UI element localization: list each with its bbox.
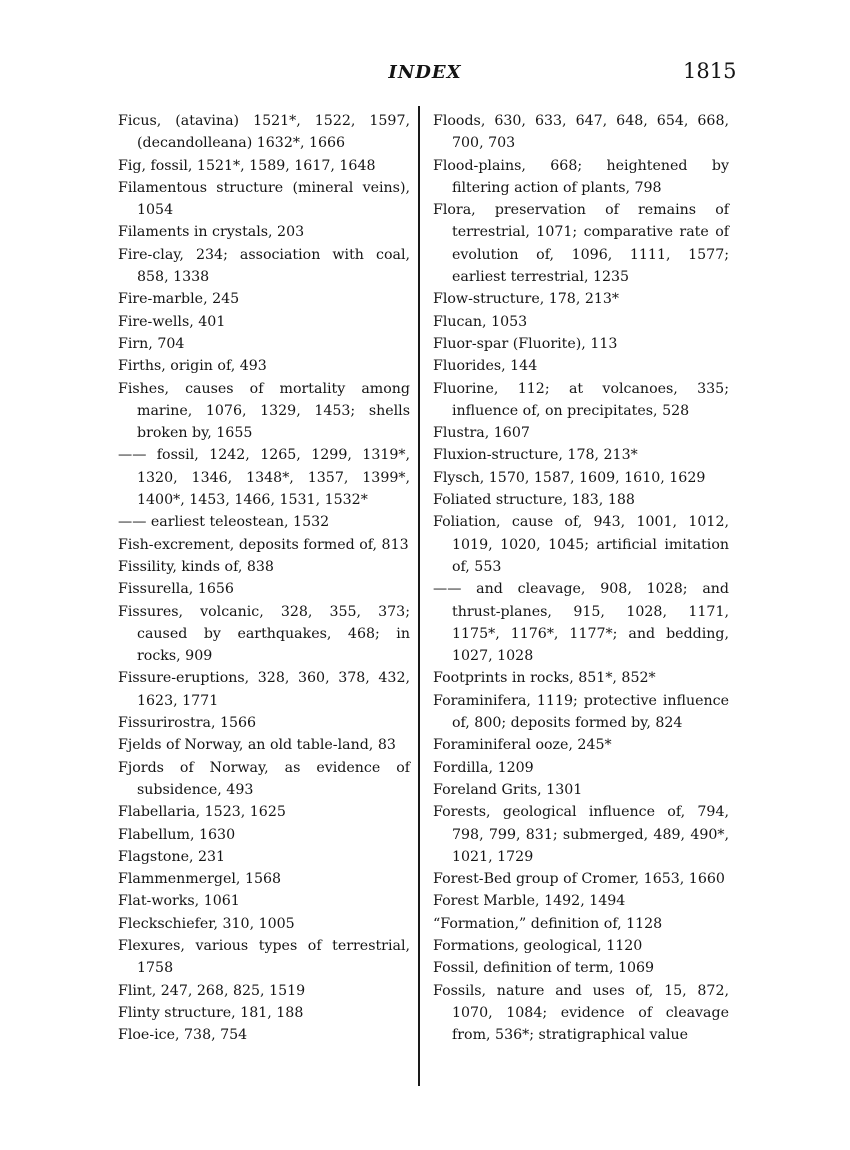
index-entry: Foreland Grits, 1301 [433, 781, 583, 798]
index-entry: Fissure-eruptions, 328, 360, 378, 432, 1623, 1771 [118, 670, 410, 709]
index-entry: —— earliest teleostean, 1532 [118, 514, 330, 531]
index-entry: Footprints in rocks, 851*, 852* [433, 670, 656, 687]
index-entry: Fluxion-structure, 178, 213* [433, 447, 638, 464]
index-entry: Forests, geological influence of, 794, 798, 799, 831; submerged, 489, 490*, 1021, 1729 [433, 804, 729, 865]
index-entry: Flow-structure, 178, 213* [433, 291, 620, 308]
index-entry: Fluorine, 112; at volcanoes, 335; influence of, on precipitates, 528 [433, 380, 729, 419]
index-entry: Foraminiferal ooze, 245* [433, 737, 612, 754]
index-entry: Fig, fossil, 1521*, 1589, 1617, 1648 [118, 157, 376, 174]
index-entry: Foraminifera, 1119; protective influence of, 800; deposits formed by, 824 [433, 692, 729, 732]
index-entry: Flabellum, 1630 [118, 826, 236, 843]
index-entry: Fossil, definition of term, 1069 [433, 960, 655, 977]
index-entry: Fire-wells, 401 [118, 313, 226, 330]
index-entry: Fluor-spar (Fluorite), 113 [433, 335, 618, 352]
index-entry: Flysch, 1570, 1587, 1609, 1610, 1629 [433, 469, 706, 486]
index-entry: Fissurella, 1656 [118, 581, 234, 598]
index-entry: Flabellaria, 1523, 1625 [118, 804, 286, 821]
index-entry: Foliation, cause of, 943, 1001, 1012, 1019, 1020, 1045; artificial imitation of, 553 [433, 514, 729, 575]
index-entry: Firths, origin of, 493 [118, 358, 267, 375]
index-entry: Floods, 630, 633, 647, 648, 654, 668, 700, 703 [433, 113, 729, 152]
column-divider [418, 106, 420, 1086]
index-entry: Forest Marble, 1492, 1494 [433, 893, 626, 910]
right-index-column [433, 110, 729, 1046]
index-entry: Flinty structure, 181, 188 [118, 1004, 304, 1021]
index-entry: Flexures, various types of terrestrial, 1758 [118, 937, 410, 977]
left-index-column [118, 110, 410, 1046]
index-entry: Ficus, (atavina) 1521*, 1522, 1597, (decandolleana) 1632*, 1666 [118, 113, 410, 152]
running-header-title: INDEX [388, 62, 462, 83]
index-entry: Fordilla, 1209 [433, 759, 534, 776]
index-entry: Firn, 704 [118, 335, 185, 352]
index-entry: Fleckschiefer, 310, 1005 [118, 915, 295, 932]
index-entry: Fishes, causes of mortality among marine, 1076, 1329, 1453; shells broken by, 1655 [118, 380, 410, 442]
index-entry: Fluorides, 144 [433, 358, 538, 375]
index-entry: Flammenmergel, 1568 [118, 871, 282, 888]
page-number: 1815 [683, 59, 737, 83]
index-entry: Flat-works, 1061 [118, 893, 240, 910]
index-entry: Fish-excrement, deposits formed of, 813 [118, 536, 409, 553]
index-entry: Flucan, 1053 [433, 313, 528, 330]
index-entry: Formations, geological, 1120 [433, 937, 643, 954]
index-entry: Fossils, nature and uses of, 15, 872, 1070, 1084; evidence of cleavage from, 536*; stratigraphical value [433, 982, 729, 1044]
index-entry: Filaments in crystals, 203 [118, 224, 305, 241]
index-entry: Fissures, volcanic, 328, 355, 373; caused by earthquakes, 468; in rocks, 909 [118, 603, 410, 665]
index-entry: Floe-ice, 738, 754 [118, 1027, 248, 1044]
index-entry: Foliated structure, 183, 188 [433, 492, 635, 509]
index-entry: —— fossil, 1242, 1265, 1299, 1319*, 1320, 1346, 1348*, 1357, 1399*, 1400*, 1453, 1466, 1531, 1532* [118, 447, 410, 509]
index-entry: Filamentous structure (mineral veins), 1054 [118, 179, 410, 219]
index-entry: Flood-plains, 668; heightened by filtering action of plants, 798 [433, 157, 729, 196]
index-entry: Flint, 247, 268, 825, 1519 [118, 982, 306, 999]
index-entry: Flora, preservation of remains of terrestrial, 1071; comparative rate of evolution of, 1096, 1111, 1577; earliest terrestrial, 1235 [433, 202, 729, 286]
index-entry: —— and cleavage, 908, 1028; and thrust-planes, 915, 1028, 1171, 1175*, 1176*, 1177*; and bedding, 1027, 1028 [433, 581, 729, 665]
index-entry: “Formation,” definition of, 1128 [433, 915, 663, 932]
index-entry: Fissurirostra, 1566 [118, 715, 257, 732]
index-entry: Fjords of Norway, as evidence of subsidence, 493 [118, 759, 410, 798]
index-entry: Flustra, 1607 [433, 425, 530, 442]
index-entry: Fissility, kinds of, 838 [118, 558, 274, 575]
index-entry: Forest-Bed group of Cromer, 1653, 1660 [433, 871, 725, 888]
index-entry: Fire-marble, 245 [118, 291, 240, 308]
index-entry: Flagstone, 231 [118, 848, 226, 865]
index-entry: Fjelds of Norway, an old table-land, 83 [118, 737, 396, 754]
index-entry: Fire-clay, 234; association with coal, 858, 1338 [118, 246, 410, 286]
